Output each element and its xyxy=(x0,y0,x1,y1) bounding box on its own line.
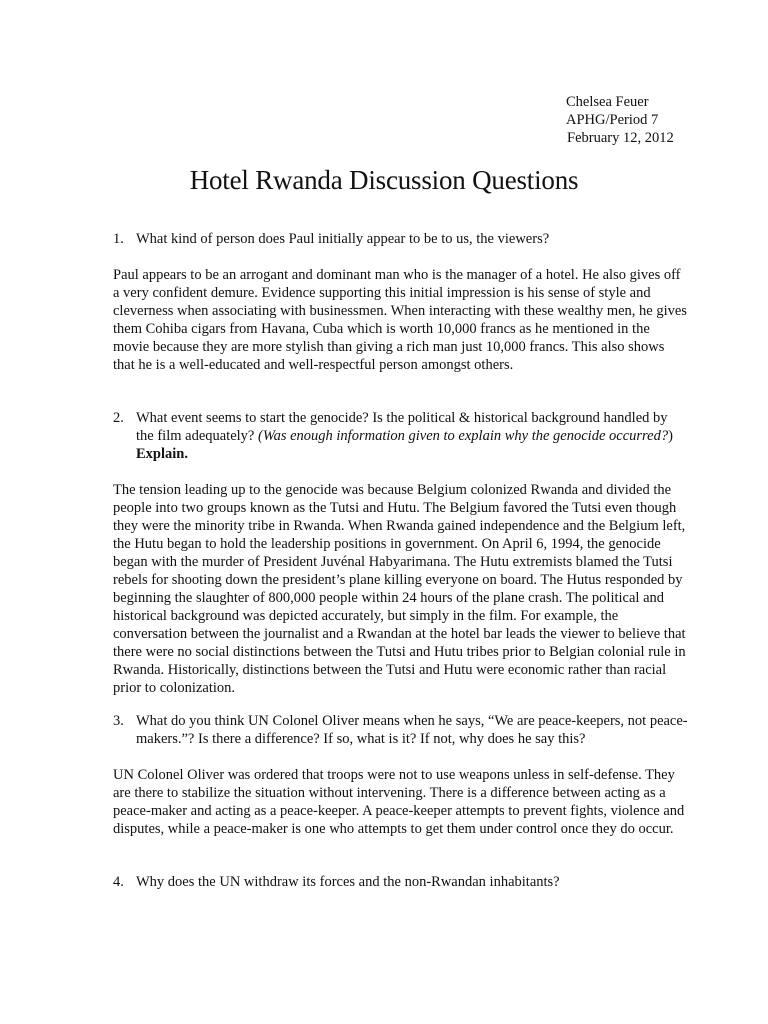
question-text-italic: (Was enough information given to explain why the genocide occurred? xyxy=(258,428,669,444)
question-number: 3. xyxy=(113,713,124,729)
author-name: Chelsea Feuer xyxy=(566,94,649,110)
question-text-bold: Explain. xyxy=(136,446,188,462)
question-number: 1. xyxy=(113,231,124,247)
answer-text: Paul appears to be an arrogant and dominant man who is the manager of a hotel. He also gives off a very confident demure. Evidence supporting this initial impression is his sense of style and cleverness when associating with businessmen. When interacting with these wealthy men, he gives them Cohiba cigars from Havana, Cuba which is worth 10,000 francs as he mentioned in the movie because they are more stylish than giving a rich man just 10,000 francs. This also shows that he is a well-educated and well-respectful person amongst others. xyxy=(113,267,687,373)
page-title: Hotel Rwanda Discussion Questions xyxy=(189,165,579,195)
document-date: February 12, 2012 xyxy=(567,130,674,146)
question-3 xyxy=(113,712,688,748)
header-block xyxy=(566,93,674,147)
answer-1 xyxy=(113,266,688,374)
answer-3 xyxy=(113,766,688,838)
question-text: What event seems to start the genocide? Is the political & historical background handled by the film adequately? xyxy=(136,410,668,444)
question-text: Why does the UN withdraw its forces and the non-Rwandan inhabitants? xyxy=(136,874,560,890)
answer-text: UN Colonel Oliver was ordered that troops were not to use weapons unless in self-defense. They are there to stabilize the situation without intervening. There is a difference between acting as a peace-maker and acting as a peace-keeper. A peace-keeper attempts to prevent fights, violence and disputes, while a peace-maker is one who attempts to get them under control once they do occur. xyxy=(113,767,685,837)
question-2 xyxy=(113,409,688,463)
answer-text: The tension leading up to the genocide was because Belgium colonized Rwanda and divided the people into two groups known as the Tutsi and Hutu. The Belgium favored the Tutsi even though they were the minority tribe in Rwanda. When Rwanda gained independence and the Belgium left, the Hutu began to hold the leadership positions in government. On April 6, 1994, the genocide began with the murder of President Juvénal Habyarimana. The Hutu extremists blamed the Tutsi rebels for shooting down the president’s plane killing everyone on board. The Hutus responded by beginning the slaughter of 800,000 people within 24 hours of the plane crash. The political and historical background was depicted accurately, but simply in the film. For example, the conversation between the journalist and a Rwandan at the hotel bar leads the viewer to believe that there were no social distinctions between the Tutsi and Hutu tribes prior to Belgian colonial rule in Rwanda. Historically, distinctions between the Tutsi and Hutu were economic rather than racial prior to colonization. xyxy=(113,482,686,696)
question-1 xyxy=(113,230,688,248)
question-number: 2. xyxy=(113,410,124,426)
question-text-close: ) xyxy=(668,428,673,444)
question-number: 4. xyxy=(113,874,124,890)
question-text: What kind of person does Paul initially appear to be to us, the viewers? xyxy=(136,231,550,247)
question-4 xyxy=(113,873,688,891)
class-period: APHG/Period 7 xyxy=(566,112,659,128)
answer-2 xyxy=(113,481,688,697)
question-text: What do you think UN Colonel Oliver means when he says, “We are peace-keepers, not peace-makers.”? Is there a difference? If so, what is it? If not, why does he say this? xyxy=(136,713,688,747)
